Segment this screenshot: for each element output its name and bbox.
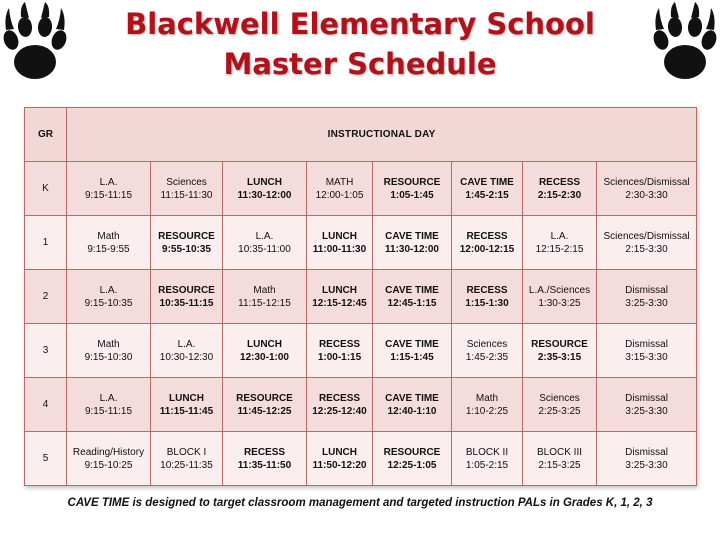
schedule-cell: [523, 324, 597, 378]
time-range: 12:40-1:10: [387, 405, 437, 417]
time-range: 11:30-12:00: [385, 243, 439, 255]
grade-cell: 1: [25, 216, 67, 270]
subject-label: RECESS: [538, 176, 581, 188]
title-line-1: Blackwell Elementary School: [125, 7, 595, 41]
schedule-cell: [523, 432, 597, 486]
subject-label: Math: [475, 392, 499, 404]
time-range: 2:15-3:30: [625, 243, 668, 255]
subject-label: LUNCH: [247, 176, 282, 188]
subject-label: Dismissal: [625, 392, 668, 404]
subject-label: RESOURCE: [531, 338, 588, 350]
time-range: 12:25-12:40: [312, 405, 367, 417]
schedule-cell: [67, 324, 151, 378]
schedule-cell: [307, 216, 373, 270]
time-range: 1:30-3:25: [538, 297, 581, 309]
time-range: 2:15-3:25: [538, 459, 581, 471]
schedule-cell: [307, 162, 373, 216]
subject-label: CAVE TIME: [385, 284, 439, 296]
time-range: 10:25-11:35: [160, 459, 213, 471]
time-range: 9:55-10:35: [162, 243, 211, 255]
time-range: 9:15-11:15: [84, 189, 133, 201]
subject-label: Math: [253, 284, 276, 296]
schedule-cell: [597, 378, 697, 432]
time-range: 11:00-11:30: [312, 243, 367, 255]
time-range: 1:15-1:30: [465, 297, 509, 309]
subject-label: Math: [97, 230, 120, 242]
subject-label: RESOURCE: [383, 176, 441, 188]
schedule-table: [24, 107, 697, 486]
schedule-cell: [223, 378, 307, 432]
schedule-cell: [373, 378, 452, 432]
subject-label: L.A.: [550, 230, 569, 242]
subject-label: CAVE TIME: [385, 338, 439, 350]
time-range: 1:45-2:35: [465, 351, 509, 363]
subject-label: RESOURCE: [158, 284, 215, 296]
subject-label: LUNCH: [322, 446, 357, 458]
time-range: 11:50-12:20: [312, 459, 367, 471]
subject-label: RECESS: [466, 230, 508, 242]
time-range: 1:45-2:15: [465, 189, 509, 201]
time-range: 9:15-10:25: [84, 459, 133, 471]
time-range: 3:25-3:30: [625, 405, 668, 417]
table-row: [25, 162, 697, 216]
schedule-cell: [307, 270, 373, 324]
subject-label: RESOURCE: [158, 230, 215, 242]
schedule-cell: [67, 432, 151, 486]
schedule-cell: [151, 324, 223, 378]
time-range: 12:15-12:45: [312, 297, 367, 309]
subject-label: CAVE TIME: [460, 176, 514, 188]
subject-label: BLOCK II: [465, 446, 509, 458]
time-range: 11:15-12:15: [238, 297, 291, 309]
subject-label: L.A.: [99, 284, 118, 296]
subject-label: RECESS: [466, 284, 508, 296]
subject-label: CAVE TIME: [385, 230, 439, 242]
subject-label: LUNCH: [169, 392, 204, 404]
schedule-cell: [523, 216, 597, 270]
schedule-cell: [452, 216, 523, 270]
time-range: 2:35-3:15: [537, 351, 582, 363]
grade-cell: 5: [25, 432, 67, 486]
schedule-cell: [373, 324, 452, 378]
schedule-cell: [452, 378, 523, 432]
time-range: 10:30-12:30: [159, 351, 214, 363]
table-header-row: [25, 108, 697, 162]
grade-cell: 2: [25, 270, 67, 324]
subject-label: Dismissal: [625, 284, 668, 296]
time-range: 9:15-10:30: [84, 351, 133, 363]
schedule-cell: [597, 432, 697, 486]
schedule-cell: [523, 270, 597, 324]
subject-label: BLOCK I: [166, 446, 207, 458]
table-row: [25, 216, 697, 270]
schedule-cell: [223, 270, 307, 324]
subject-label: BLOCK III: [536, 446, 582, 458]
grade-cell: 3: [25, 324, 67, 378]
schedule-cell: [151, 432, 223, 486]
schedule-cell: [452, 270, 523, 324]
subject-label: MATH: [325, 176, 354, 188]
schedule-cell: [223, 162, 307, 216]
subject-label: L.A.: [99, 392, 118, 404]
subject-label: L.A.: [99, 176, 118, 188]
schedule-cell: [373, 270, 452, 324]
subject-label: LUNCH: [322, 230, 357, 242]
time-range: 3:15-3:30: [625, 351, 668, 363]
grade-cell: K: [25, 162, 67, 216]
schedule-cell: [597, 216, 697, 270]
schedule-cell: [452, 432, 523, 486]
time-range: 1:05-1:45: [390, 189, 434, 201]
time-range: 2:25-3:25: [538, 405, 581, 417]
subject-label: RESOURCE: [383, 446, 441, 458]
schedule-cell: [452, 324, 523, 378]
time-range: 11:15-11:45: [159, 405, 214, 417]
time-range: 1:15-1:45: [390, 351, 434, 363]
schedule-cell: [67, 162, 151, 216]
schedule-cell: [151, 216, 223, 270]
schedule-cell: [307, 378, 373, 432]
subject-label: Math: [97, 338, 120, 350]
schedule-cell: [597, 324, 697, 378]
subject-label: L.A./Sciences: [528, 284, 591, 296]
subject-label: Dismissal: [625, 338, 668, 350]
subject-label: RESOURCE: [236, 392, 293, 404]
schedule-cell: [151, 270, 223, 324]
time-range: 12:00-12:15: [459, 243, 515, 255]
schedule-cell: [307, 324, 373, 378]
time-range: 12:25-1:05: [387, 459, 437, 471]
time-range: 2:30-3:30: [625, 189, 668, 201]
subject-label: L.A.: [255, 230, 274, 242]
time-range: 10:35-11:15: [159, 297, 214, 309]
time-range: 9:15-11:15: [84, 405, 133, 417]
schedule-cell: [67, 270, 151, 324]
subject-label: RECESS: [318, 338, 361, 350]
subject-label: Sciences: [466, 338, 508, 350]
schedule-cell: [223, 216, 307, 270]
schedule-cell: [523, 378, 597, 432]
time-range: 12:00-1:05: [315, 189, 364, 201]
time-range: 11:15-11:30: [160, 189, 213, 201]
subject-label: Sciences: [166, 176, 207, 188]
subject-label: LUNCH: [322, 284, 357, 296]
time-range: 9:15-9:55: [87, 243, 130, 255]
subject-label: CAVE TIME: [385, 392, 439, 404]
table-row: [25, 378, 697, 432]
table-row: [25, 432, 697, 486]
time-range: 3:25-3:30: [625, 459, 668, 471]
time-range: 3:25-3:30: [625, 297, 668, 309]
schedule-cell: [523, 162, 597, 216]
subject-label: RECESS: [318, 392, 361, 404]
subject-label: L.A.: [177, 338, 196, 350]
time-range: 1:05-2:15: [465, 459, 509, 471]
schedule-cell: [597, 270, 697, 324]
subject-label: RECESS: [243, 446, 286, 458]
instructional-day-header: INSTRUCTIONAL DAY: [67, 108, 697, 162]
subject-label: Sciences: [539, 392, 580, 404]
time-range: 11:45-12:25: [237, 405, 292, 417]
schedule-cell: [373, 432, 452, 486]
table-row: [25, 270, 697, 324]
time-range: 9:15-10:35: [84, 297, 133, 309]
schedule-cell: [151, 378, 223, 432]
schedule-cell: [223, 432, 307, 486]
schedule-cell: [373, 216, 452, 270]
grade-column-header: GR: [25, 108, 67, 162]
time-range: 1:00-1:15: [317, 351, 362, 363]
grade-cell: 4: [25, 378, 67, 432]
schedule-cell: [452, 162, 523, 216]
page-title: [0, 4, 720, 84]
schedule-cell: [151, 162, 223, 216]
time-range: 11:35-11:50: [237, 459, 292, 471]
time-range: 2:15-2:30: [537, 189, 582, 201]
table-row: [25, 324, 697, 378]
subject-label: Reading/History: [72, 446, 145, 458]
subject-label: Sciences/Dismissal: [603, 230, 690, 242]
schedule-cell: [373, 162, 452, 216]
schedule-cell: [67, 378, 151, 432]
time-range: 1:10-2:25: [465, 405, 509, 417]
time-range: 10:35-11:00: [238, 243, 291, 255]
time-range: 11:30-12:00: [237, 189, 292, 201]
time-range: 12:30-1:00: [240, 351, 289, 363]
title-line-2: Master Schedule: [223, 47, 497, 81]
schedule-cell: [67, 216, 151, 270]
schedule-cell: [307, 432, 373, 486]
schedule-cell: [223, 324, 307, 378]
subject-label: Dismissal: [625, 446, 668, 458]
subject-label: Sciences/Dismissal: [603, 176, 690, 188]
footnote: CAVE TIME is designed to target classroom management and targeted instruction PALs in Grades K, 1, 2, 3: [67, 497, 653, 509]
schedule-cell: [597, 162, 697, 216]
time-range: 12:15-2:15: [535, 243, 584, 255]
subject-label: LUNCH: [247, 338, 282, 350]
time-range: 12:45-1:15: [387, 297, 437, 309]
